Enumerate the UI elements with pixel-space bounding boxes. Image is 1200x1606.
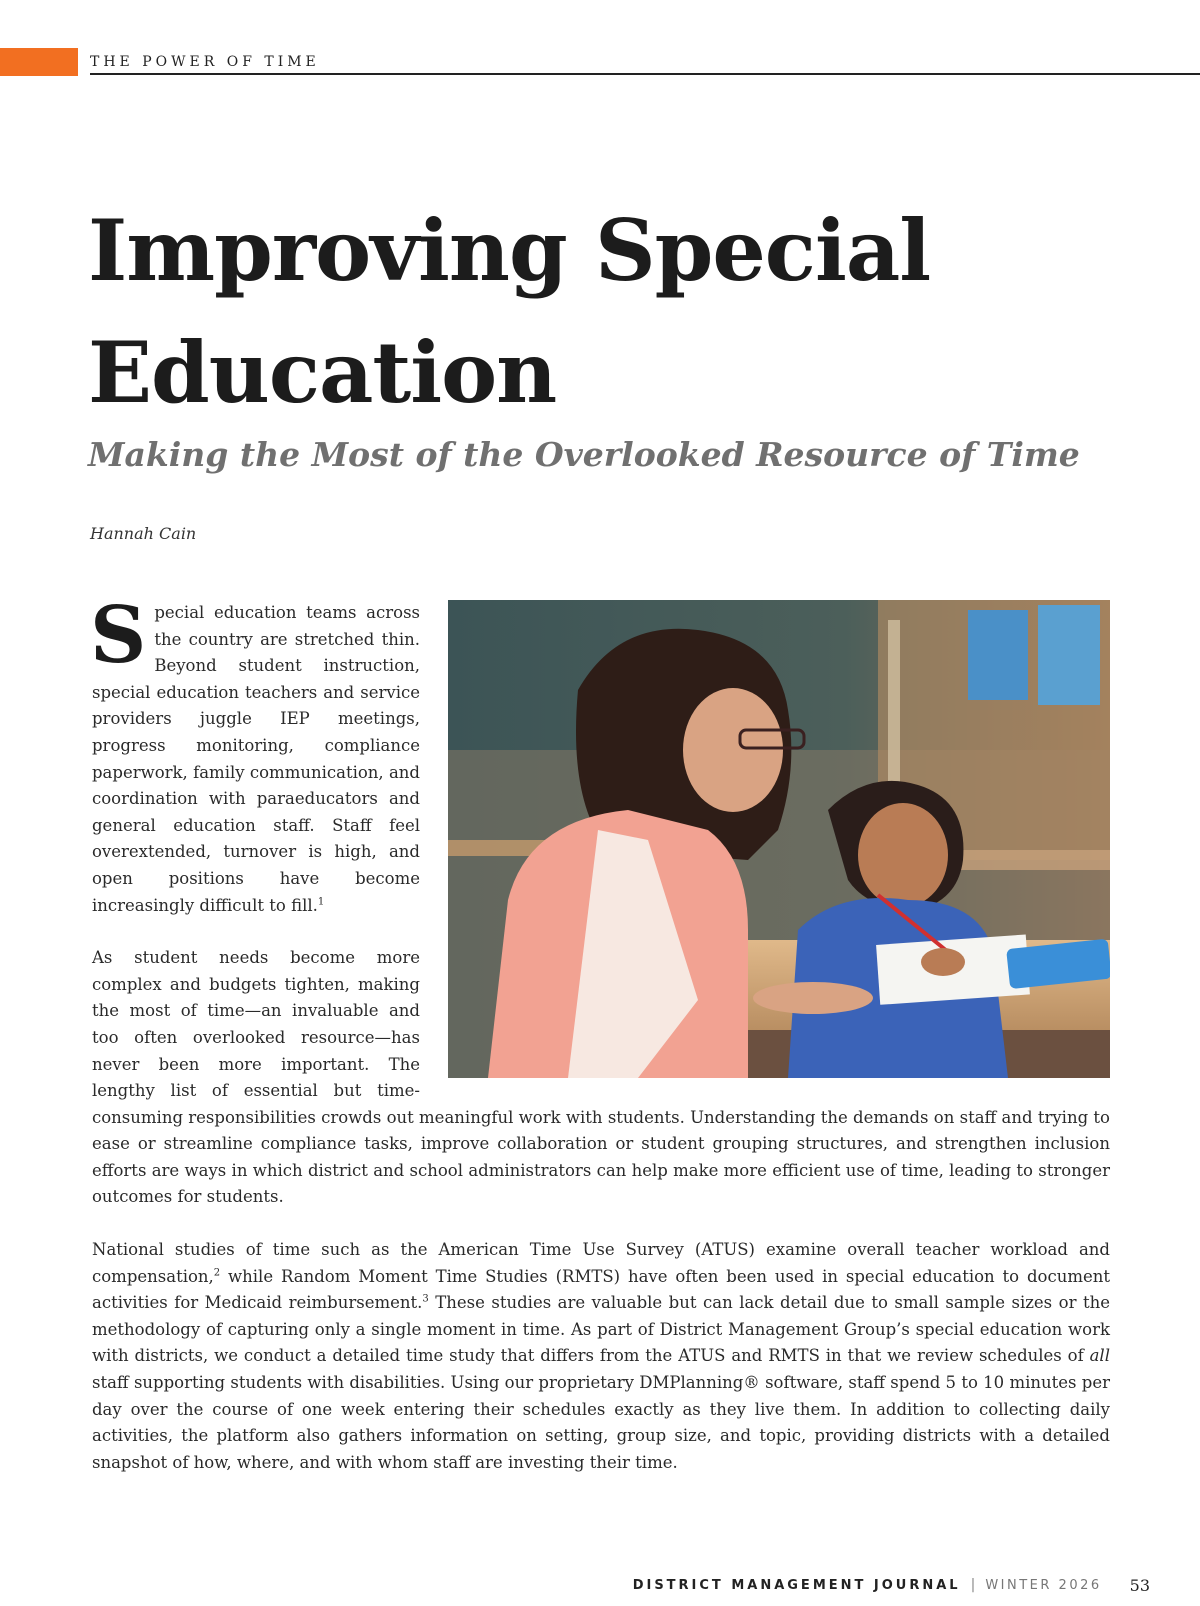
section-accent-bar [0,48,78,76]
classroom-photo [448,600,1110,1078]
footnote-ref-2: 2 [213,1267,221,1279]
paragraph-3-segment-4: staff supporting students with disabilities. Using our proprietary DMPlanning® software, staff spend 5 to 10 minutes per day over the course of one week entering their schedules exactly as they live them. In addition to collecting daily activities, the platform also gathers information on setting, group size, and topic, providing districts with a detailed snapshot of how, where, and with whom staff are investing their time. [92,1373,1110,1472]
paragraph-3-segment-2: while Random Moment Time Studies (RMTS) have often been used in special education to document activities for Medicaid reimbursement. [92,1266,1110,1313]
page-number: 53 [1129,1575,1150,1595]
header-rule [90,73,1200,75]
section-label: THE POWER OF TIME [90,54,320,70]
emphasis-all: all [1089,1346,1110,1366]
article-subtitle: Making the Most of the Overlooked Resource of Time [88,435,1080,474]
footer-separator: | [970,1577,976,1593]
article-author: Hannah Cain [90,524,197,543]
paragraph-1-text: pecial education teams across the country are stretched thin. Beyond student instruction, special education teachers and service providers juggle IEP meetings, progress monitoring, compliance paperwork, family communication, and coordination with paraeducators and general education staff. Staff feel overextended, turnover is high, and open positions have become increasingly difficult to fill. [92,603,420,915]
body-paragraph-3 [92,1237,1110,1476]
article-title: Improving Special Education [88,201,931,422]
body-paragraph-2: As student needs become more complex and budgets tighten, making the most of time—an invaluable and too often overlooked resource—has never been more important. The lengthy list of essential but time-consuming responsibilities crowds out meaningful work with students. Understanding the demands on staff and trying to ease or streamline compliance tasks, improve collaboration or student grouping structures, and strengthen inclusion efforts are ways in which district and school administrators can help make more efficient use of time, leading to stronger outcomes for students. [92,948,1110,1207]
paragraph-3-segment-3: These studies are valuable but can lack detail due to small sample sizes or the methodology of capturing only a single moment in time. As part of District Management Group’s special education work with districts, we conduct a detailed time study that differs from the ATUS and RMTS in that we review schedules of [92,1293,1110,1366]
article-body [90,590,1110,1502]
issue-label: WINTER 2026 [985,1577,1102,1593]
footnote-ref-1: 1 [317,896,325,908]
journal-name: DISTRICT MANAGEMENT JOURNAL [632,1577,961,1593]
paragraph-3-segment-1: National studies of time such as the American Time Use Survey (ATUS) examine overall teacher workload and compensation, [92,1240,1110,1286]
page-footer [633,1574,1150,1596]
footnote-ref-3: 3 [422,1293,429,1305]
drop-cap: S [90,590,147,681]
